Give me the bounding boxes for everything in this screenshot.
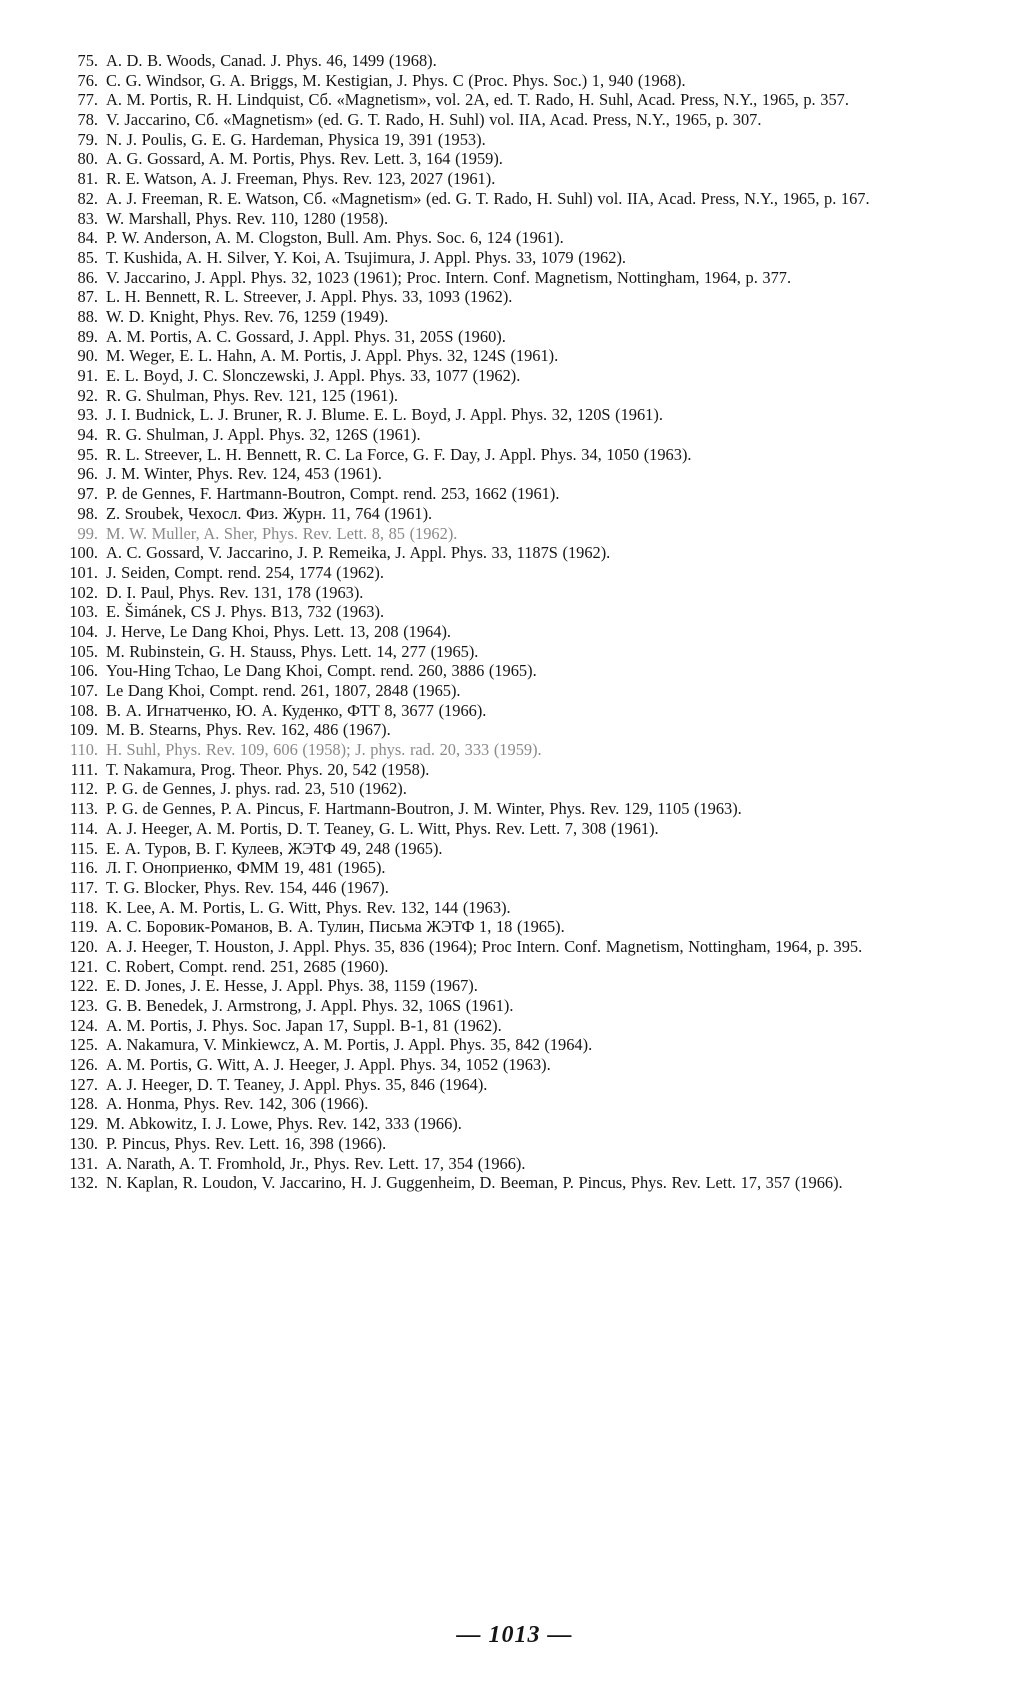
reference-text: H. Suhl, Phys. Rev. 109, 606 (1958); J. phys. rad. 20, 333 (1959).: [106, 740, 542, 760]
reference-item: [58, 958, 969, 977]
reference-number: 95.: [77, 444, 98, 464]
reference-number: 79.: [77, 129, 98, 149]
reference-text: J. Herve, Le Dang Khoi, Phys. Lett. 13, 208 (1964).: [106, 621, 452, 641]
reference-number: 87.: [77, 287, 98, 307]
reference-text: R. G. Shulman, J. Appl. Phys. 32, 126S (1961).: [106, 425, 421, 445]
reference-number: 86.: [77, 267, 98, 287]
reference-item: [58, 800, 969, 819]
reference-item: [58, 741, 969, 760]
reference-text: A. C. Gossard, V. Jaccarino, J. P. Remeika, J. Appl. Phys. 33, 1187S (1962).: [106, 543, 611, 563]
reference-text: M. Weger, E. L. Hahn, A. M. Portis, J. Appl. Phys. 32, 124S (1961).: [106, 346, 559, 366]
reference-item: [58, 308, 969, 327]
reference-number: 101.: [69, 562, 98, 582]
reference-item: [58, 288, 969, 307]
reference-text: M. W. Muller, A. Sher, Phys. Rev. Lett. 8, 85 (1962).: [106, 523, 458, 543]
reference-item: [58, 1174, 969, 1193]
reference-item: [58, 1036, 969, 1055]
reference-item: [58, 229, 969, 248]
reference-number: 115.: [69, 838, 98, 858]
reference-number: 110.: [69, 740, 98, 760]
reference-number: 91.: [77, 366, 98, 385]
reference-item: [58, 899, 969, 918]
reference-number: 126.: [69, 1055, 98, 1075]
reference-number: 81.: [77, 169, 98, 189]
reference-item: [58, 190, 969, 209]
reference-text: A. J. Freeman, R. E. Watson, Сб. «Magnetism» (ed. G. T. Rado, H. Suhl) vol. IIA, Acad. Press, N.Y., 1965, p. 167.: [106, 188, 870, 208]
reference-number: 76.: [77, 70, 98, 90]
reference-item: [58, 406, 969, 425]
reference-text: E. L. Boyd, J. C. Slonczewski, J. Appl. Phys. 33, 1077 (1962).: [106, 366, 521, 385]
reference-item: [58, 1076, 969, 1095]
reference-number: 104.: [69, 621, 98, 641]
reference-text: V. Jaccarino, J. Appl. Phys. 32, 1023 (1961); Proc. Intern. Conf. Magnetism, Nottingham, 1964, p. 377.: [106, 267, 792, 287]
reference-number: 106.: [69, 661, 98, 681]
reference-item: [58, 721, 969, 740]
reference-item: [58, 131, 969, 150]
reference-number: 109.: [69, 720, 98, 740]
reference-item: [58, 269, 969, 288]
reference-number: 132.: [69, 1173, 98, 1193]
reference-text: Le Dang Khoi, Compt. rend. 261, 1807, 2848 (1965).: [106, 681, 461, 700]
reference-item: [58, 997, 969, 1016]
reference-number: 100.: [69, 543, 98, 563]
reference-text: A. M. Portis, R. H. Lindquist, Сб. «Magnetism», vol. 2A, ed. T. Rado, H. Suhl, Acad. Press, N.Y., 1965, p. 357.: [106, 90, 849, 110]
reference-text: A. M. Portis, J. Phys. Soc. Japan 17, Suppl. B-1, 81 (1962).: [106, 1015, 502, 1035]
reference-text: W. Marshall, Phys. Rev. 110, 1280 (1958).: [106, 208, 389, 228]
reference-item: [58, 505, 969, 524]
reference-number: 93.: [77, 405, 98, 425]
reference-text: D. I. Paul, Phys. Rev. 131, 178 (1963).: [106, 582, 364, 602]
reference-item: [58, 584, 969, 603]
reference-number: 114.: [69, 818, 98, 838]
reference-text: W. D. Knight, Phys. Rev. 76, 1259 (1949).: [106, 306, 389, 326]
reference-number: 117.: [69, 877, 98, 897]
reference-item: [58, 249, 969, 268]
reference-number: 105.: [69, 641, 98, 661]
reference-item: [58, 525, 969, 544]
reference-item: [58, 111, 969, 130]
reference-number: 108.: [69, 700, 98, 720]
reference-text: R. L. Streever, L. H. Bennett, R. C. La Force, G. F. Day, J. Appl. Phys. 34, 1050 (1963).: [106, 444, 692, 464]
reference-number: 107.: [69, 681, 98, 700]
reference-number: 118.: [69, 897, 98, 917]
reference-text: A. Nakamura, V. Minkiewcz, A. M. Portis, J. Appl. Phys. 35, 842 (1964).: [106, 1035, 593, 1055]
reference-item: [58, 623, 969, 642]
reference-number: 99.: [77, 523, 98, 543]
reference-number: 125.: [69, 1035, 98, 1055]
reference-text: L. H. Bennett, R. L. Streever, J. Appl. Phys. 33, 1093 (1962).: [106, 287, 513, 307]
reference-item: [58, 820, 969, 839]
reference-number: 120.: [69, 936, 98, 956]
reference-text: A. J. Heeger, D. T. Teaney, J. Appl. Phys. 35, 846 (1964).: [106, 1074, 488, 1094]
reference-text: P. de Gennes, F. Hartmann-Boutron, Compt. rend. 253, 1662 (1961).: [106, 484, 560, 504]
reference-item: [58, 387, 969, 406]
reference-number: 82.: [77, 188, 98, 208]
reference-number: 90.: [77, 346, 98, 366]
reference-number: 129.: [69, 1114, 98, 1134]
reference-text: C. Robert, Compt. rend. 251, 2685 (1960).: [106, 956, 389, 976]
reference-text: A. J. Heeger, T. Houston, J. Appl. Phys. 35, 836 (1964); Proc Intern. Conf. Magnetism, Nottingham, 1964, p. 395.: [106, 936, 863, 956]
reference-text: A. D. B. Woods, Canad. J. Phys. 46, 1499 (1968).: [106, 51, 437, 70]
reference-text: T. G. Blocker, Phys. Rev. 154, 446 (1967).: [106, 877, 389, 897]
reference-item: [58, 780, 969, 799]
reference-item: [58, 840, 969, 859]
reference-number: 89.: [77, 326, 98, 346]
reference-text: E. Šimánek, CS J. Phys. B13, 732 (1963).: [106, 602, 385, 622]
reference-item: [58, 465, 969, 484]
reference-item: [58, 918, 969, 937]
reference-number: 102.: [69, 582, 98, 602]
reference-item: [58, 72, 969, 91]
reference-text: K. Lee, A. M. Portis, L. G. Witt, Phys. Rev. 132, 144 (1963).: [106, 897, 511, 917]
reference-item: [58, 682, 969, 701]
reference-text: P. Pincus, Phys. Rev. Lett. 16, 398 (1966).: [106, 1133, 387, 1153]
reference-text: M. B. Stearns, Phys. Rev. 162, 486 (1967).: [106, 720, 391, 740]
reference-text: A. G. Gossard, A. M. Portis, Phys. Rev. Lett. 3, 164 (1959).: [106, 149, 503, 169]
reference-number: 83.: [77, 208, 98, 228]
reference-number: 78.: [77, 110, 98, 130]
reference-number: 119.: [69, 917, 98, 937]
reference-item: [58, 210, 969, 229]
reference-number: 77.: [77, 90, 98, 110]
reference-text: You-Hing Tchao, Le Dang Khoi, Compt. rend. 260, 3886 (1965).: [106, 661, 537, 681]
reference-text: R. G. Shulman, Phys. Rev. 121, 125 (1961).: [106, 385, 399, 405]
reference-text: Л. Г. Оноприенко, ФММ 19, 481 (1965).: [106, 858, 386, 878]
reference-text: P. G. de Gennes, P. A. Pincus, F. Hartmann-Boutron, J. M. Winter, Phys. Rev. 129, 1105 (1963).: [106, 799, 742, 819]
reference-text: M. Rubinstein, G. H. Stauss, Phys. Lett. 14, 277 (1965).: [106, 641, 479, 661]
reference-item: [58, 859, 969, 878]
reference-text: N. Kaplan, R. Loudon, V. Jaccarino, H. J. Guggenheim, D. Beeman, P. Pincus, Phys. Rev. Lett. 17, 357 (1966).: [106, 1173, 843, 1193]
reference-item: [58, 1115, 969, 1134]
reference-number: 123.: [69, 996, 98, 1015]
reference-number: 112.: [69, 779, 98, 799]
reference-number: 128.: [69, 1094, 98, 1114]
reference-number: 111.: [70, 759, 98, 779]
reference-number: 103.: [69, 602, 98, 622]
reference-item: [58, 761, 969, 780]
reference-item: [58, 1017, 969, 1036]
reference-number: 88.: [77, 306, 98, 326]
reference-text: В. А. Игнатченко, Ю. А. Куденко, ФТТ 8, 3677 (1966).: [106, 700, 487, 720]
reference-item: [58, 347, 969, 366]
bibliography-page: [0, 52, 1029, 1194]
reference-text: Е. А. Туров, В. Г. Кулеев, ЖЭТФ 49, 248 (1965).: [106, 838, 443, 858]
reference-item: [58, 564, 969, 583]
reference-item: [58, 1135, 969, 1154]
reference-number: 116.: [69, 858, 98, 878]
reference-item: [58, 485, 969, 504]
reference-text: T. Kushida, A. H. Silver, Y. Koi, A. Tsujimura, J. Appl. Phys. 33, 1079 (1962).: [106, 247, 626, 267]
reference-text: G. B. Benedek, J. Armstrong, J. Appl. Phys. 32, 106S (1961).: [106, 996, 514, 1015]
reference-text: A. M. Portis, A. C. Gossard, J. Appl. Phys. 31, 205S (1960).: [106, 326, 506, 346]
reference-number: 124.: [69, 1015, 98, 1035]
reference-text: A. Honma, Phys. Rev. 142, 306 (1966).: [106, 1094, 369, 1114]
reference-text: Z. Sroubek, Чехосл. Физ. Журн. 11, 764 (1961).: [106, 503, 433, 523]
reference-item: [58, 702, 969, 721]
reference-item: [58, 643, 969, 662]
reference-item: [58, 938, 969, 957]
reference-text: J. I. Budnick, L. J. Bruner, R. J. Blume. E. L. Boyd, J. Appl. Phys. 32, 120S (1961).: [106, 405, 663, 425]
reference-text: T. Nakamura, Prog. Theor. Phys. 20, 542 (1958).: [106, 759, 430, 779]
reference-number: 92.: [77, 385, 98, 405]
reference-text: R. E. Watson, A. J. Freeman, Phys. Rev. 123, 2027 (1961).: [106, 169, 496, 189]
reference-number: 75.: [77, 51, 98, 70]
page-number: — 1013 —: [456, 1622, 573, 1648]
reference-text: M. Abkowitz, I. J. Lowe, Phys. Rev. 142, 333 (1966).: [106, 1114, 462, 1134]
reference-text: P. W. Anderson, A. M. Clogston, Bull. Am. Phys. Soc. 6, 124 (1961).: [106, 228, 564, 248]
reference-text: C. G. Windsor, G. A. Briggs, M. Kestigian, J. Phys. C (Proc. Phys. Soc.) 1, 940 (1968).: [106, 70, 686, 90]
reference-text: А. С. Боровик-Романов, В. А. Тулин, Письма ЖЭТФ 1, 18 (1965).: [106, 917, 565, 937]
reference-number: 98.: [77, 503, 98, 523]
reference-text: A. J. Heeger, A. M. Portis, D. T. Teaney, G. L. Witt, Phys. Rev. Lett. 7, 308 (1961).: [106, 818, 659, 838]
reference-item: [58, 1155, 969, 1174]
reference-number: 122.: [69, 976, 98, 996]
reference-text: E. D. Jones, J. E. Hesse, J. Appl. Phys. 38, 1159 (1967).: [106, 976, 478, 996]
reference-item: [58, 446, 969, 465]
reference-number: 131.: [69, 1153, 98, 1173]
reference-number: 84.: [77, 228, 98, 248]
reference-text: N. J. Poulis, G. E. G. Hardeman, Physica 19, 391 (1953).: [106, 129, 486, 149]
reference-item: [58, 91, 969, 110]
reference-number: 113.: [69, 799, 98, 819]
reference-list: [0, 52, 1029, 1193]
reference-number: 80.: [77, 149, 98, 169]
reference-item: [58, 170, 969, 189]
reference-item: [58, 150, 969, 169]
reference-item: [58, 544, 969, 563]
reference-number: 130.: [69, 1133, 98, 1153]
reference-number: 96.: [77, 464, 98, 484]
reference-text: A. Narath, A. T. Fromhold, Jr., Phys. Rev. Lett. 17, 354 (1966).: [106, 1153, 526, 1173]
reference-item: [58, 1095, 969, 1114]
reference-item: [58, 662, 969, 681]
reference-text: V. Jaccarino, Сб. «Magnetism» (ed. G. T. Rado, H. Suhl) vol. IIA, Acad. Press, N.Y., 1965, p. 307.: [106, 110, 762, 130]
reference-item: [58, 52, 969, 71]
reference-item: [58, 977, 969, 996]
reference-item: [58, 879, 969, 898]
reference-item: [58, 426, 969, 445]
reference-number: 85.: [77, 247, 98, 267]
reference-item: [58, 603, 969, 622]
reference-text: A. M. Portis, G. Witt, A. J. Heeger, J. Appl. Phys. 34, 1052 (1963).: [106, 1055, 551, 1075]
reference-number: 97.: [77, 484, 98, 504]
reference-text: P. G. de Gennes, J. phys. rad. 23, 510 (1962).: [106, 779, 407, 799]
reference-text: J. Seiden, Compt. rend. 254, 1774 (1962).: [106, 562, 384, 582]
reference-item: [58, 367, 969, 386]
reference-item: [58, 328, 969, 347]
reference-number: 121.: [69, 956, 98, 976]
reference-item: [58, 1056, 969, 1075]
reference-number: 94.: [77, 425, 98, 445]
reference-number: 127.: [69, 1074, 98, 1094]
reference-text: J. M. Winter, Phys. Rev. 124, 453 (1961).: [106, 464, 382, 484]
